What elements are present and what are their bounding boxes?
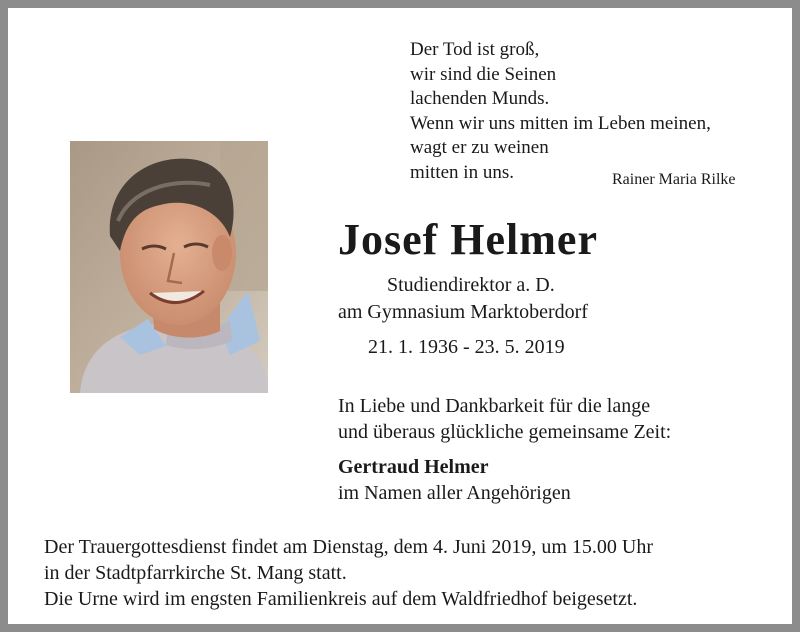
signer — [338, 454, 571, 506]
thanks-line: und überaus glückliche gemeinsame Zeit: — [338, 421, 672, 443]
poem — [410, 38, 711, 185]
poem-line: wagt er zu weinen — [410, 137, 549, 158]
deceased-institution: am Gymnasium Marktoberdorf — [338, 301, 588, 323]
service-line: Der Trauergottesdienst findet am Dienstag, dem 4. Juni 2019, um 15.00 Uhr — [44, 536, 654, 558]
portrait-photo-icon — [70, 141, 268, 393]
service-notice — [44, 534, 653, 612]
poem-line: wir sind die Seinen — [410, 63, 557, 85]
portrait-photo — [70, 141, 268, 393]
poem-line: lachenden Munds. — [410, 88, 550, 109]
poem-author: Rainer Maria Rilke — [612, 171, 736, 188]
deceased-name: Josef Helmer — [338, 215, 598, 264]
life-dates: 21. 1. 1936 - 23. 5. 2019 — [368, 336, 565, 358]
signer-subtitle: im Namen aller Angehörigen — [338, 482, 571, 504]
poem-line: Wenn wir uns mitten im Leben meinen, — [410, 112, 711, 134]
signer-name: Gertraud Helmer — [338, 456, 489, 478]
service-line: Die Urne wird im engsten Familienkreis auf dem Waldfriedhof beigesetzt. — [44, 588, 638, 610]
deceased-title: Studiendirektor a. D. — [387, 274, 555, 296]
poem-line: mitten in uns. — [410, 161, 514, 183]
service-line: in der Stadtpfarrkirche St. Mang statt. — [44, 562, 347, 584]
thanks-text — [338, 393, 671, 445]
thanks-line: In Liebe und Dankbarkeit für die lange — [338, 395, 651, 417]
poem-line: Der Tod ist groß, — [410, 39, 540, 60]
